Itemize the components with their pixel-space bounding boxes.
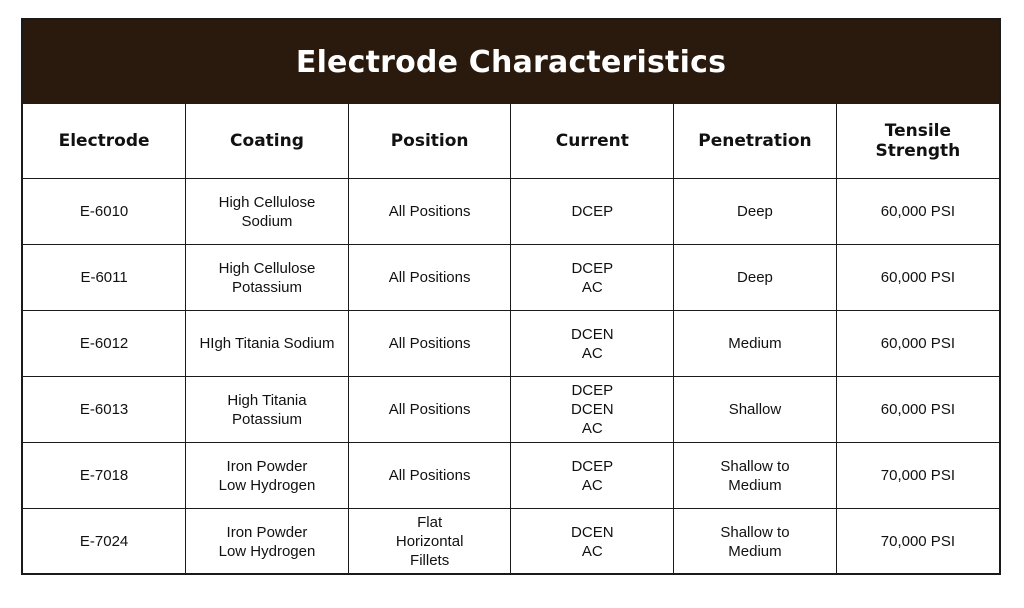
cell-line: 60,000 PSI [880,401,955,418]
cell-line: High Titania [227,391,307,409]
cell-line: AC [581,344,603,362]
cell-penetration [674,311,837,377]
cell-line: Horizontal [395,533,464,550]
cell-electrode [23,509,186,575]
cell-line: DCEN [571,401,614,418]
cell-current [511,179,674,245]
cell-current [511,509,674,575]
cell-line: Iron Powder [226,523,308,541]
header-row [23,104,999,179]
cell-electrode [23,179,186,245]
cell-position [348,443,511,509]
cell-coating [186,377,349,443]
cell-line: AC [581,278,603,296]
header-position: Position [348,104,511,179]
cell-coating [186,311,349,377]
cell-position [348,509,511,575]
cell-current [511,443,674,509]
cell-line: E-7024 [79,533,129,550]
cell-line: High Cellulose [218,193,316,211]
cell-line: Shallow to [720,523,790,541]
cell-line: High Cellulose [218,259,316,277]
table-row [23,377,999,443]
cell-electrode [23,245,186,311]
cell-line: All Positions [388,467,471,484]
electrode-table-frame [21,18,1001,575]
cell-position [348,245,511,311]
table-row [23,245,999,311]
cell-penetration [674,377,837,443]
cell-current [511,311,674,377]
cell-line: E-7018 [79,467,129,484]
cell-line: Low Hydrogen [218,542,316,560]
table-row [23,311,999,377]
cell-tensile-strength [836,245,999,311]
cell-electrode [23,311,186,377]
table-title: Electrode Characteristics [23,20,999,104]
header-current: Current [511,104,674,179]
table-row [23,509,999,575]
cell-tensile-strength [836,179,999,245]
cell-line: Medium [728,542,782,560]
cell-line: 60,000 PSI [880,203,955,220]
cell-line: DCEP [571,382,614,399]
cell-coating [186,245,349,311]
cell-line: DCEP [571,203,614,220]
cell-line: Shallow to [720,457,790,475]
cell-line: E-6011 [80,269,128,286]
cell-coating [186,509,349,575]
cell-tensile-strength [836,443,999,509]
cell-line: 70,000 PSI [880,533,955,550]
cell-line: E-6013 [79,401,129,418]
cell-line: AC [581,476,603,494]
cell-electrode [23,443,186,509]
cell-line: Potassium [231,410,302,428]
cell-position [348,179,511,245]
cell-line: All Positions [388,269,471,286]
header-penetration: Penetration [674,104,837,179]
header-coating: Coating [186,104,349,179]
electrode-characteristics-table [23,104,999,574]
cell-current [511,245,674,311]
cell-coating [186,179,349,245]
cell-line: 60,000 PSI [880,335,955,352]
cell-penetration [674,509,837,575]
cell-line: Flat [417,514,443,531]
header-tensile-strength: Tensile Strength [836,104,999,179]
cell-line: Deep [737,203,773,220]
cell-line: AC [581,420,603,437]
cell-current [511,377,674,443]
cell-penetration [674,443,837,509]
cell-position [348,311,511,377]
cell-line: All Positions [388,203,471,220]
cell-line: Shallow [728,401,782,418]
cell-position [348,377,511,443]
cell-line: All Positions [388,401,471,418]
cell-line: Potassium [231,278,302,296]
cell-line: E-6010 [79,203,129,220]
cell-line: DCEP [571,457,614,475]
cell-tensile-strength [836,311,999,377]
cell-tensile-strength [836,509,999,575]
cell-line: 70,000 PSI [880,467,955,484]
cell-penetration [674,179,837,245]
cell-line: HIgh Titania Sodium [199,335,335,352]
cell-penetration [674,245,837,311]
cell-line: Deep [737,269,773,286]
cell-line: AC [581,542,603,560]
table-row [23,179,999,245]
cell-line: DCEP [571,259,614,277]
table-row [23,443,999,509]
header-electrode: Electrode [23,104,186,179]
cell-line: Sodium [241,212,293,230]
cell-line: DCEN [571,325,614,343]
cell-coating [186,443,349,509]
cell-line: DCEN [571,523,614,541]
cell-line: E-6012 [79,335,129,352]
cell-electrode [23,377,186,443]
cell-line: All Positions [388,335,471,352]
cell-line: Medium [728,476,782,494]
cell-line: Iron Powder [226,457,308,475]
cell-tensile-strength [836,377,999,443]
cell-line: Medium [728,335,782,352]
cell-line: 60,000 PSI [880,269,955,286]
cell-line: Fillets [410,552,450,569]
cell-line: Low Hydrogen [218,476,316,494]
